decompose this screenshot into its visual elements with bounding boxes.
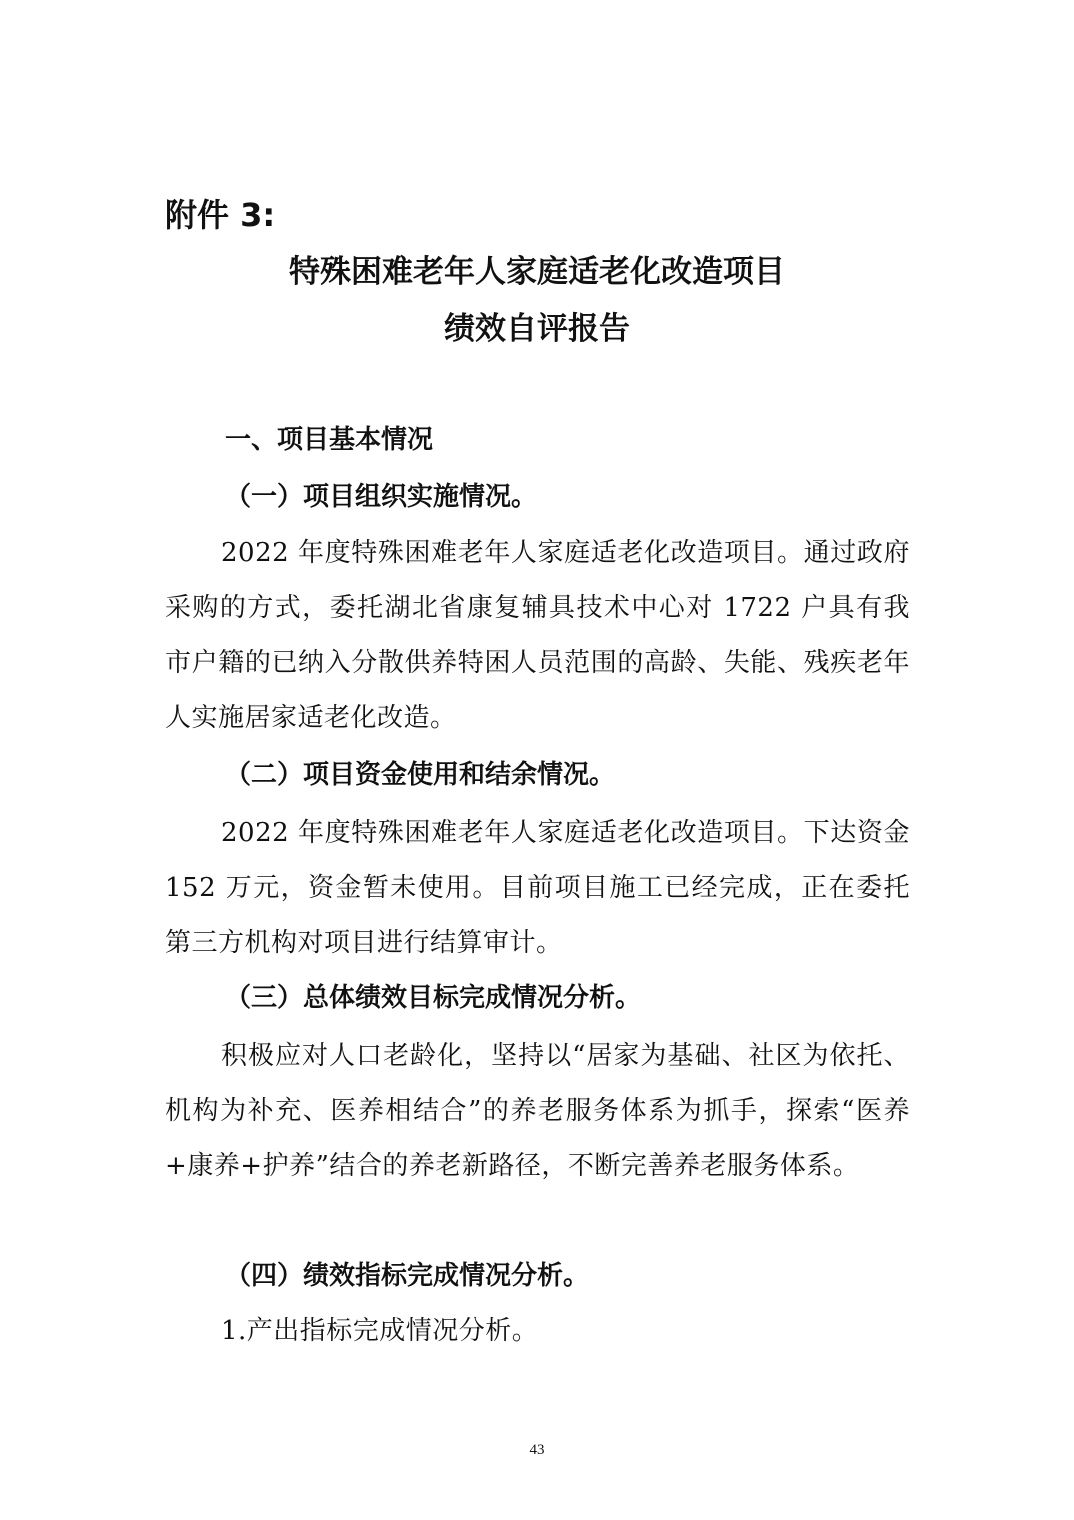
subsection-heading-implementation: （一）项目组织实施情况。 <box>225 482 538 512</box>
report-title-line-2: 绩效自评报告 <box>444 311 630 347</box>
subsection-heading-funds: （二）项目资金使用和结余情况。 <box>225 760 616 790</box>
report-title-line-1: 特殊困难老年人家庭适老化改造项目 <box>289 254 785 290</box>
paragraph-implementation: 2022 年度特殊困难老年人家庭适老化改造项目。通过政府采购的方式，委托湖北省康复辅具技术中心对 1722 户具有我市户籍的已纳入分散供养特困人员范围的高龄、失能、残疾老年人实施居家适老化改造。 <box>165 538 910 733</box>
paragraph-funds: 2022 年度特殊困难老年人家庭适老化改造项目。下达资金 152 万元，资金暂未使用。目前项目施工已经完成，正在委托第三方机构对项目进行结算审计。 <box>165 818 910 958</box>
section-heading-basic-info: 一、项目基本情况 <box>225 425 434 455</box>
paragraph-overall-goals: 积极应对人口老龄化，坚持以“居家为基础、社区为依托、机构为补充、医养相结合”的养老服务体系为抓手，探索“医养+康养+护养”结合的养老新路径，不断完善养老服务体系。 <box>165 1041 910 1181</box>
subsection-heading-overall-goals: （三）总体绩效目标完成情况分析。 <box>225 983 642 1013</box>
attachment-label: 附件 3: <box>165 196 276 234</box>
page-number: 43 <box>529 1442 545 1458</box>
list-item-output-indicators: 1.产出指标完成情况分析。 <box>221 1316 539 1346</box>
subsection-heading-indicators: （四）绩效指标完成情况分析。 <box>225 1261 590 1291</box>
